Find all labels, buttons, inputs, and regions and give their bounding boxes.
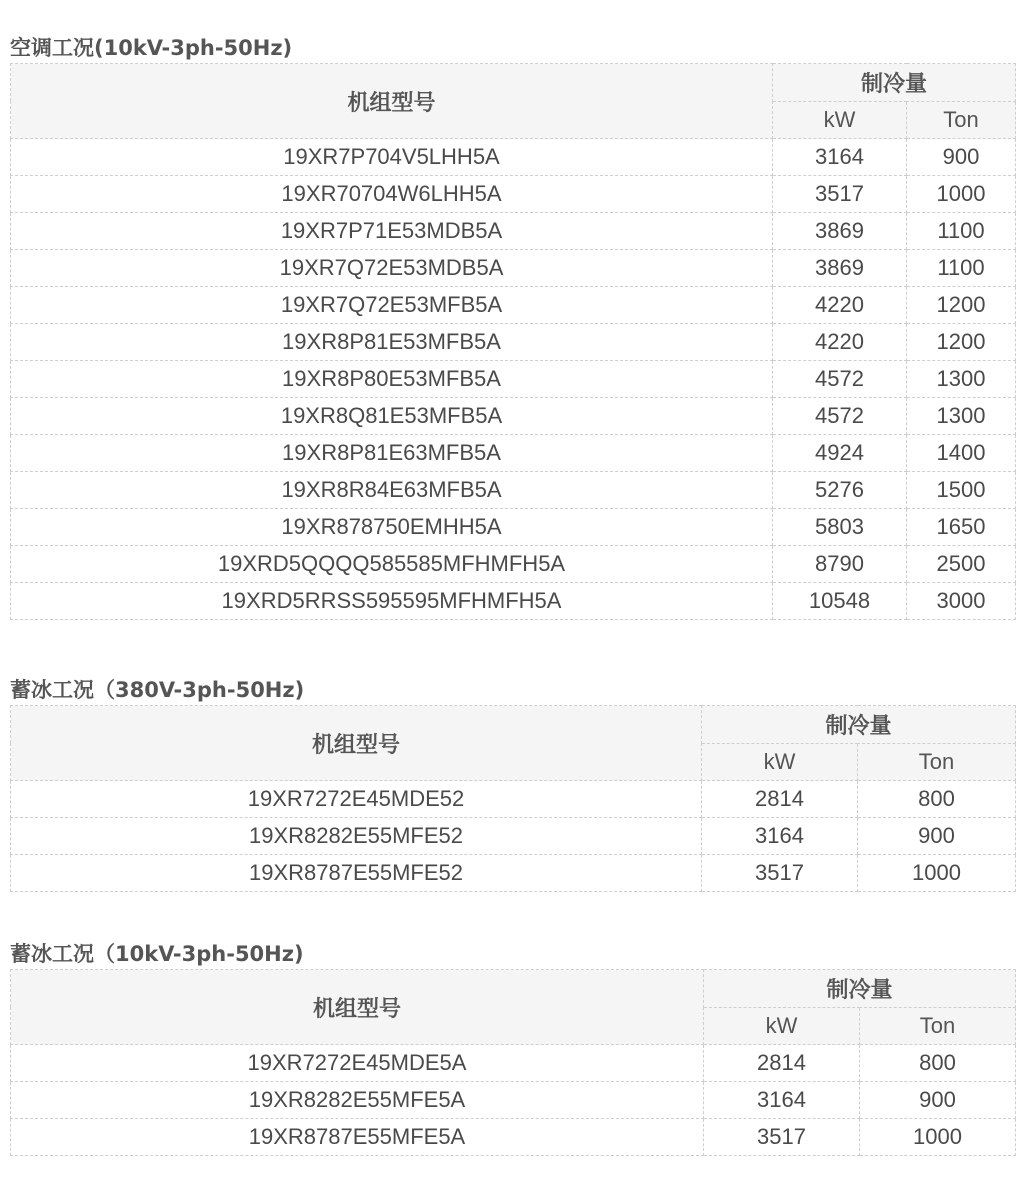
header-model: 机组型号 [11,706,702,781]
table-row [11,583,1016,620]
cooling-capacity-table [10,705,1016,892]
ton-cell: 1000 [858,855,1016,892]
header-unit-ton: Ton [907,101,1016,139]
table-row [11,1045,1016,1082]
table-row [11,546,1016,583]
table-row [11,139,1016,176]
kw-cell: 3164 [702,818,858,855]
model-cell: 19XR8P80E53MFB5A [11,361,773,398]
model-cell: 19XR7P71E53MDB5A [11,213,773,250]
table-row [11,176,1016,213]
table-row [11,213,1016,250]
ton-cell: 1100 [907,250,1016,287]
kw-cell: 4924 [773,435,907,472]
ton-cell: 800 [860,1045,1016,1082]
kw-cell: 5803 [773,509,907,546]
table-row [11,324,1016,361]
ton-cell: 900 [858,818,1016,855]
kw-cell: 3869 [773,213,907,250]
model-cell: 19XR7Q72E53MFB5A [11,287,773,324]
model-cell: 19XR7P704V5LHH5A [11,139,773,176]
kw-cell: 2814 [702,781,858,818]
ton-cell: 900 [907,139,1016,176]
section-title: 蓄冰工况（380V-3ph-50Hz) [10,678,305,702]
ton-cell: 1100 [907,213,1016,250]
table-row [11,398,1016,435]
model-cell: 19XR8R84E63MFB5A [11,472,773,509]
model-cell: 19XR8282E55MFE52 [11,818,702,855]
header-unit-kw: kW [704,1007,860,1045]
table-row [11,435,1016,472]
model-cell: 19XR7272E45MDE5A [11,1045,704,1082]
model-cell: 19XR7Q72E53MDB5A [11,250,773,287]
table-row [11,855,1016,892]
model-cell: 19XR8Q81E53MFB5A [11,398,773,435]
table-row [11,818,1016,855]
ton-cell: 800 [858,781,1016,818]
ton-cell: 1000 [907,176,1016,213]
kw-cell: 4220 [773,324,907,361]
section-title: 蓄冰工况（10kV-3ph-50Hz) [10,942,304,966]
table-row [11,287,1016,324]
ton-cell: 1200 [907,324,1016,361]
ton-cell: 3000 [907,583,1016,620]
ton-cell: 1300 [907,361,1016,398]
header-cooling-capacity: 制冷量 [704,970,1016,1008]
section-ice-10kv [10,939,1015,1156]
kw-cell: 8790 [773,546,907,583]
kw-cell: 3517 [773,176,907,213]
model-cell: 19XR8787E55MFE5A [11,1119,704,1156]
kw-cell: 3164 [704,1082,860,1119]
model-cell: 19XRD5RRSS595595MFHMFH5A [11,583,773,620]
kw-cell: 4572 [773,398,907,435]
section-ice-380v [10,675,1015,892]
ton-cell: 1400 [907,435,1016,472]
table-row [11,1119,1016,1156]
table-row [11,781,1016,818]
kw-cell: 10548 [773,583,907,620]
ton-cell: 1500 [907,472,1016,509]
model-cell: 19XRD5QQQQ585585MFHMFH5A [11,546,773,583]
header-row [11,706,1016,744]
header-model: 机组型号 [11,970,704,1045]
header-row [11,970,1016,1008]
ton-cell: 1000 [860,1119,1016,1156]
header-row [11,64,1016,102]
kw-cell: 3164 [773,139,907,176]
header-cooling-capacity: 制冷量 [702,706,1016,744]
kw-cell: 3869 [773,250,907,287]
kw-cell: 4220 [773,287,907,324]
ton-cell: 900 [860,1082,1016,1119]
ton-cell: 1200 [907,287,1016,324]
table-row [11,250,1016,287]
header-unit-kw: kW [702,743,858,781]
cooling-capacity-table [10,969,1016,1156]
header-unit-ton: Ton [858,743,1016,781]
kw-cell: 4572 [773,361,907,398]
table-row [11,509,1016,546]
kw-cell: 3517 [702,855,858,892]
model-cell: 19XR8282E55MFE5A [11,1082,704,1119]
model-cell: 19XR8P81E63MFB5A [11,435,773,472]
kw-cell: 5276 [773,472,907,509]
kw-cell: 2814 [704,1045,860,1082]
model-cell: 19XR7272E45MDE52 [11,781,702,818]
table-row [11,361,1016,398]
model-cell: 19XR70704W6LHH5A [11,176,773,213]
ton-cell: 1650 [907,509,1016,546]
section-aircon-10kv [10,33,1015,620]
table-row [11,472,1016,509]
cooling-capacity-table [10,63,1016,620]
header-unit-kw: kW [773,101,907,139]
header-cooling-capacity: 制冷量 [773,64,1016,102]
kw-cell: 3517 [704,1119,860,1156]
header-unit-ton: Ton [860,1007,1016,1045]
model-cell: 19XR878750EMHH5A [11,509,773,546]
table-row [11,1082,1016,1119]
ton-cell: 2500 [907,546,1016,583]
model-cell: 19XR8P81E53MFB5A [11,324,773,361]
section-title: 空调工况(10kV-3ph-50Hz) [10,36,293,60]
ton-cell: 1300 [907,398,1016,435]
header-model: 机组型号 [11,64,773,139]
model-cell: 19XR8787E55MFE52 [11,855,702,892]
